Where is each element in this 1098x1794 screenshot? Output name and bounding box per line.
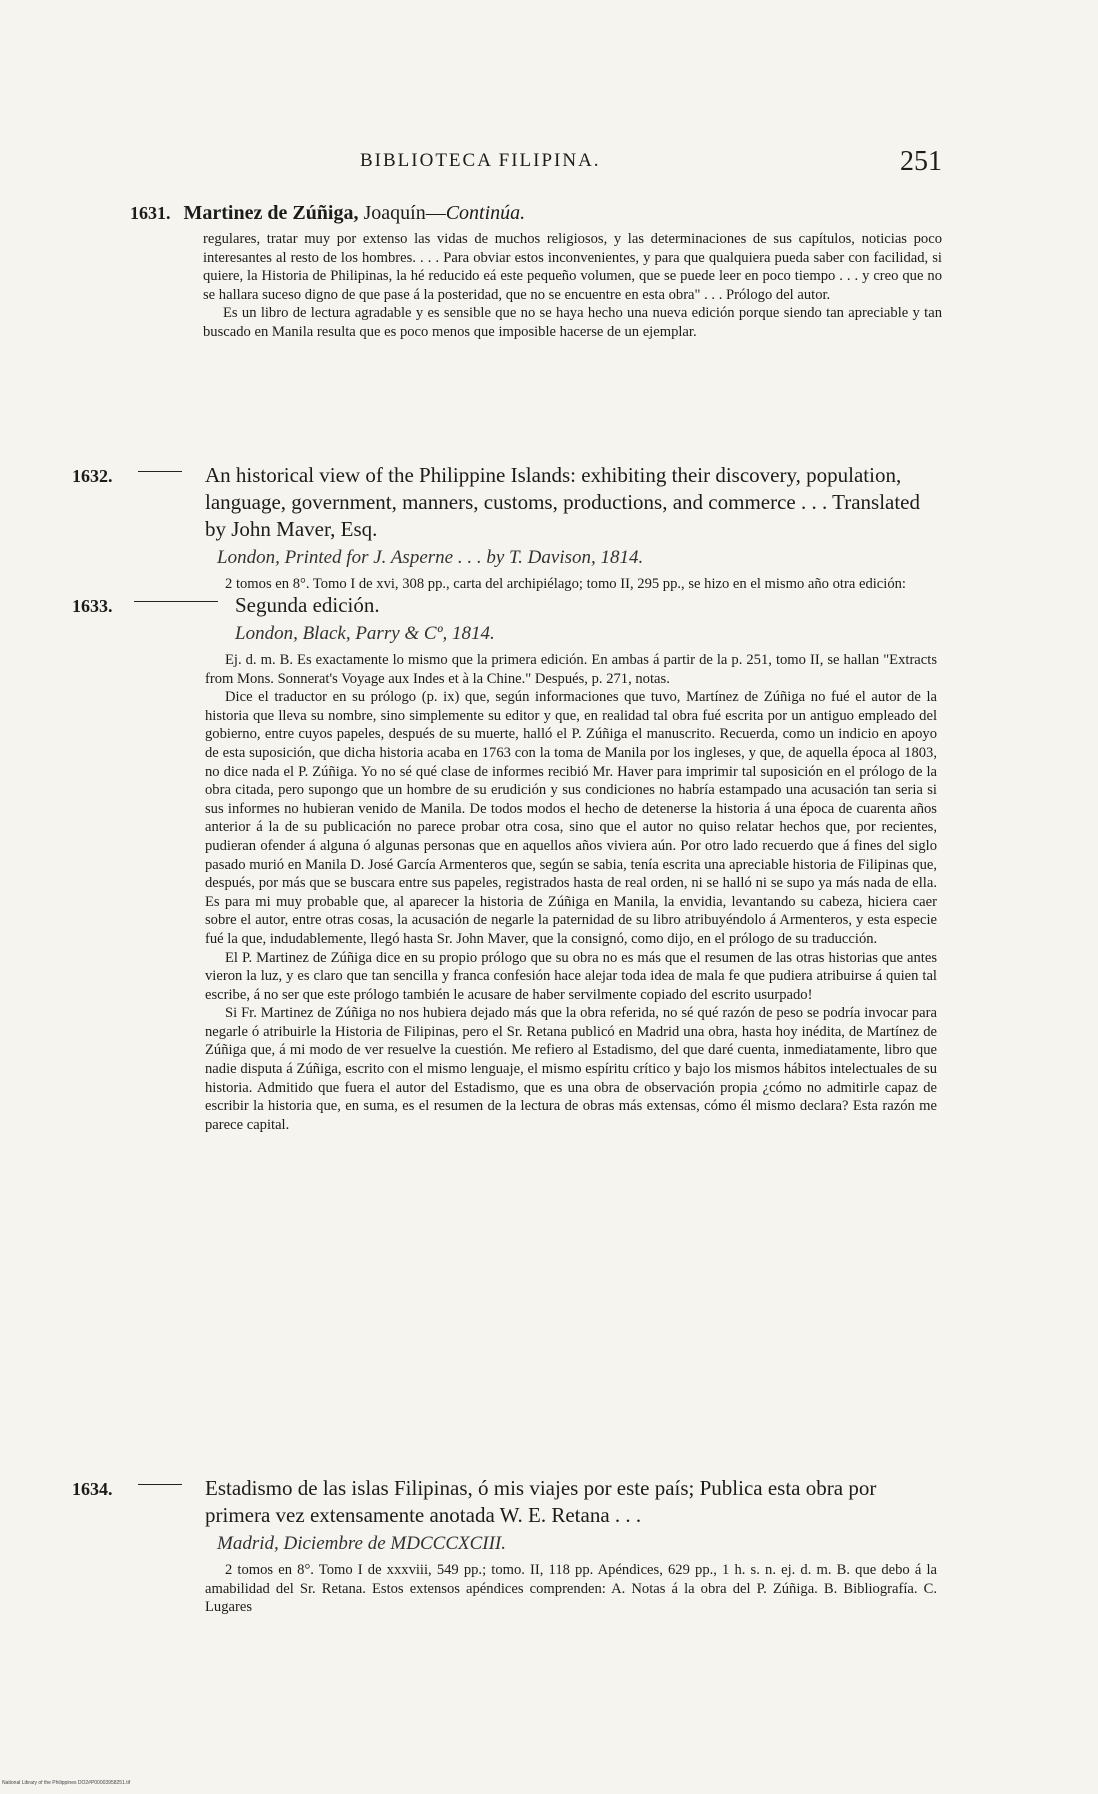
entry-heading bbox=[130, 200, 942, 226]
entry-imprint: London, Black, Parry & Cº, 1814. bbox=[235, 623, 495, 644]
entry-title: An historical view of the Philippine Islands: exhibiting their discovery, population, language, government, manners, customs, productions, and commerce . . . Translated by John Maver, Esq. bbox=[205, 463, 921, 541]
ditto-dash bbox=[128, 592, 224, 610]
entry-1632 bbox=[72, 462, 937, 594]
entry-paragraph: El P. Martinez de Zúñiga dice en su propio prólogo que su obra no es más que el resumen de las otras historias que antes vieron la luz, y es claro que tan sencilla y franca confesión hace alejar toda idea de mala fe que pudiera atribuirse á quien tal escribe, á no ser que este prólogo también le acusare de haber servilmente copiado del escrito usurpado! bbox=[205, 949, 937, 1003]
entry-1634 bbox=[72, 1475, 937, 1617]
continued-label: Continúa. bbox=[445, 202, 526, 224]
entry-paragraph: Dice el traductor en su prólogo (p. ix) que, según informaciones que tuvo, Martínez de Zúñiga no fué el autor de la historia que lleva su nombre, sino simplemente su editor y que, en realidad tal obra fué escrita por un antiguo empleado del gobierno, entre cuyos papeles, después de su muerte, halló el P. Zúñiga el manuscrito. Recuerda, como un indicio en apoyo de esta suposición, que dicha historia acaba en 1763 con la toma de Manila por los ingleses, y que, de aquella época al 1803, no dice nada el P. Zúñiga. Yo no sé qué clase de informes recibió Mr. Haver para imprimir tal suposición en el prólogo de la obra citada, pero supongo que un hombre de su erudición y sus condiciones no habría estampado una acusación tan seria si sus informes no hubieran venido de Manila. De todos modos el hecho de detenerse la historia á una época de cuarenta años anterior á la de su publicación no parece probar otra cosa, sino que el autor no quiso relatar hechos que, por recientes, pudieran ofender á alguna ó algunas personas que en aquellos años viviera aún. Por otro lado recuerdo que á fines del siglo pasado murió en Manila D. José García Armenteros que, según se sabia, tenía escrita una apreciable historia de Filipinas que, después, por más que se buscara entre sus papeles, registrados hasta de real orden, ni se halló ni se supo ya más nada de ella. Es para mi muy probable que, al aparecer la historia de Zúñiga en Manila, la envidia, levantando su cabeza, hiciera caer sobre el autor, entre otras cosas, la acusación de negarle la paternidad de su libro atribuyéndolo á Armenteros, y esta especie fué la que, indudablemente, llegó hasta Sr. John Maver, que la consignó, como dijo, en el prólogo de su traducción. bbox=[205, 689, 937, 947]
ditto-dash bbox=[132, 1475, 188, 1493]
entry-title: Estadismo de las islas Filipinas, ó mis viajes por este país; Publica esta obra por primera vez extensamente anotada W. E. Retana . . . bbox=[205, 1476, 877, 1527]
entry-paragraph: Si Fr. Martinez de Zúñiga no nos hubiera dejado más que la obra referida, no sé qué razón de peso se podría invocar para negarle ó atribuirle la Historia de Filipinas, pero el Sr. Retana publicó en Madrid una obra, hasta hoy inédita, de Martínez de Zúñiga que, á mi modo de ver resuelve la cuestión. Me refiero al Estadismo, del que daré cuenta, inmediatamente, libro que nadie disputa á Zúñiga, escrito con el mismo lenguaje, el mismo espíritu crítico y bajo los mismos hábitos intelectuales de su historia. Admitido que fuera el autor del Estadismo, que es una obra de observación propia ¿cómo no admitirle capaz de escribir la historia que, en suma, es el resumen de la lectura de obras más extensas, cómo él mismo declara? Esta razón me parece capital. bbox=[205, 1005, 937, 1133]
entry-1633 bbox=[72, 592, 937, 1134]
entry-number: 1634. bbox=[72, 1479, 113, 1499]
entry-author-given: Joaquín— bbox=[363, 202, 446, 224]
entry-number: 1632. bbox=[72, 466, 113, 486]
entry-paragraph: Ej. d. m. B. Es exactamente lo mismo que la primera edición. En ambas á partir de la p. 251, tomo II, se hallan "Extracts from Mons. Sonnerat's Voyage aux Indes et à la Chine." Después, p. 271, notas. bbox=[205, 652, 937, 687]
entry-paragraph: regulares, tratar muy por extenso las vidas de muchos religiosos, y las determinaciones de sus capítulos, noticias poco interesantes al resto de los hombres. . . . Para obviar estos inconvenientes, y para que qualquiera pueda saber con facilidad, si quiere, la Historia de Philipinas, la hé reducido eá este pequeño volumen, que se puede leer en poco tiempo . . . y creo que no se hallara suceso digno de que pase á la posteridad, que no se encuentre en esta obra" . . . Prólogo del autor. bbox=[203, 231, 942, 303]
entry-paragraph: 2 tomos en 8°. Tomo I de xvi, 308 pp., carta del archipiélago; tomo II, 295 pp., se hizo en el mismo año otra edición: bbox=[225, 576, 906, 592]
entry-imprint: London, Printed for J. Asperne . . . by T. Davison, 1814. bbox=[217, 547, 644, 568]
entry-paragraph: Es un libro de lectura agradable y es sensible que no se haya hecho una nueva edición porque siendo tan apreciable y tan buscado en Manila resulta que es poco menos que imposible hacerse de un ejemplar. bbox=[203, 305, 942, 340]
page-header bbox=[360, 146, 942, 186]
running-title: BIBLIOTECA FILIPINA. bbox=[360, 150, 601, 171]
scan-watermark: National Library of the Philippines DO2#P00003958251.tif bbox=[2, 1780, 131, 1786]
entry-1631 bbox=[130, 200, 942, 342]
entry-title: Segunda edición. bbox=[235, 593, 380, 617]
page-number: 251 bbox=[900, 146, 942, 177]
entry-imprint: Madrid, Diciembre de MDCCCXCIII. bbox=[217, 1533, 506, 1554]
entry-paragraph: 2 tomos en 8°. Tomo I de xxxviii, 549 pp.; tomo. II, 118 pp. Apéndices, 629 pp., 1 h. s. n. ej. d. m. B. que debo á la amabilidad del Sr. Retana. Estos extensos apéndices comprenden: A. Notas á la obra del P. Zúñiga. B. Bibliografía. C. Lugares bbox=[205, 1562, 937, 1616]
ditto-dash bbox=[132, 462, 188, 480]
entry-author: Martinez de Zúñiga, bbox=[183, 202, 359, 224]
entry-number: 1633. bbox=[72, 596, 113, 616]
entry-number: 1631. bbox=[130, 203, 171, 223]
